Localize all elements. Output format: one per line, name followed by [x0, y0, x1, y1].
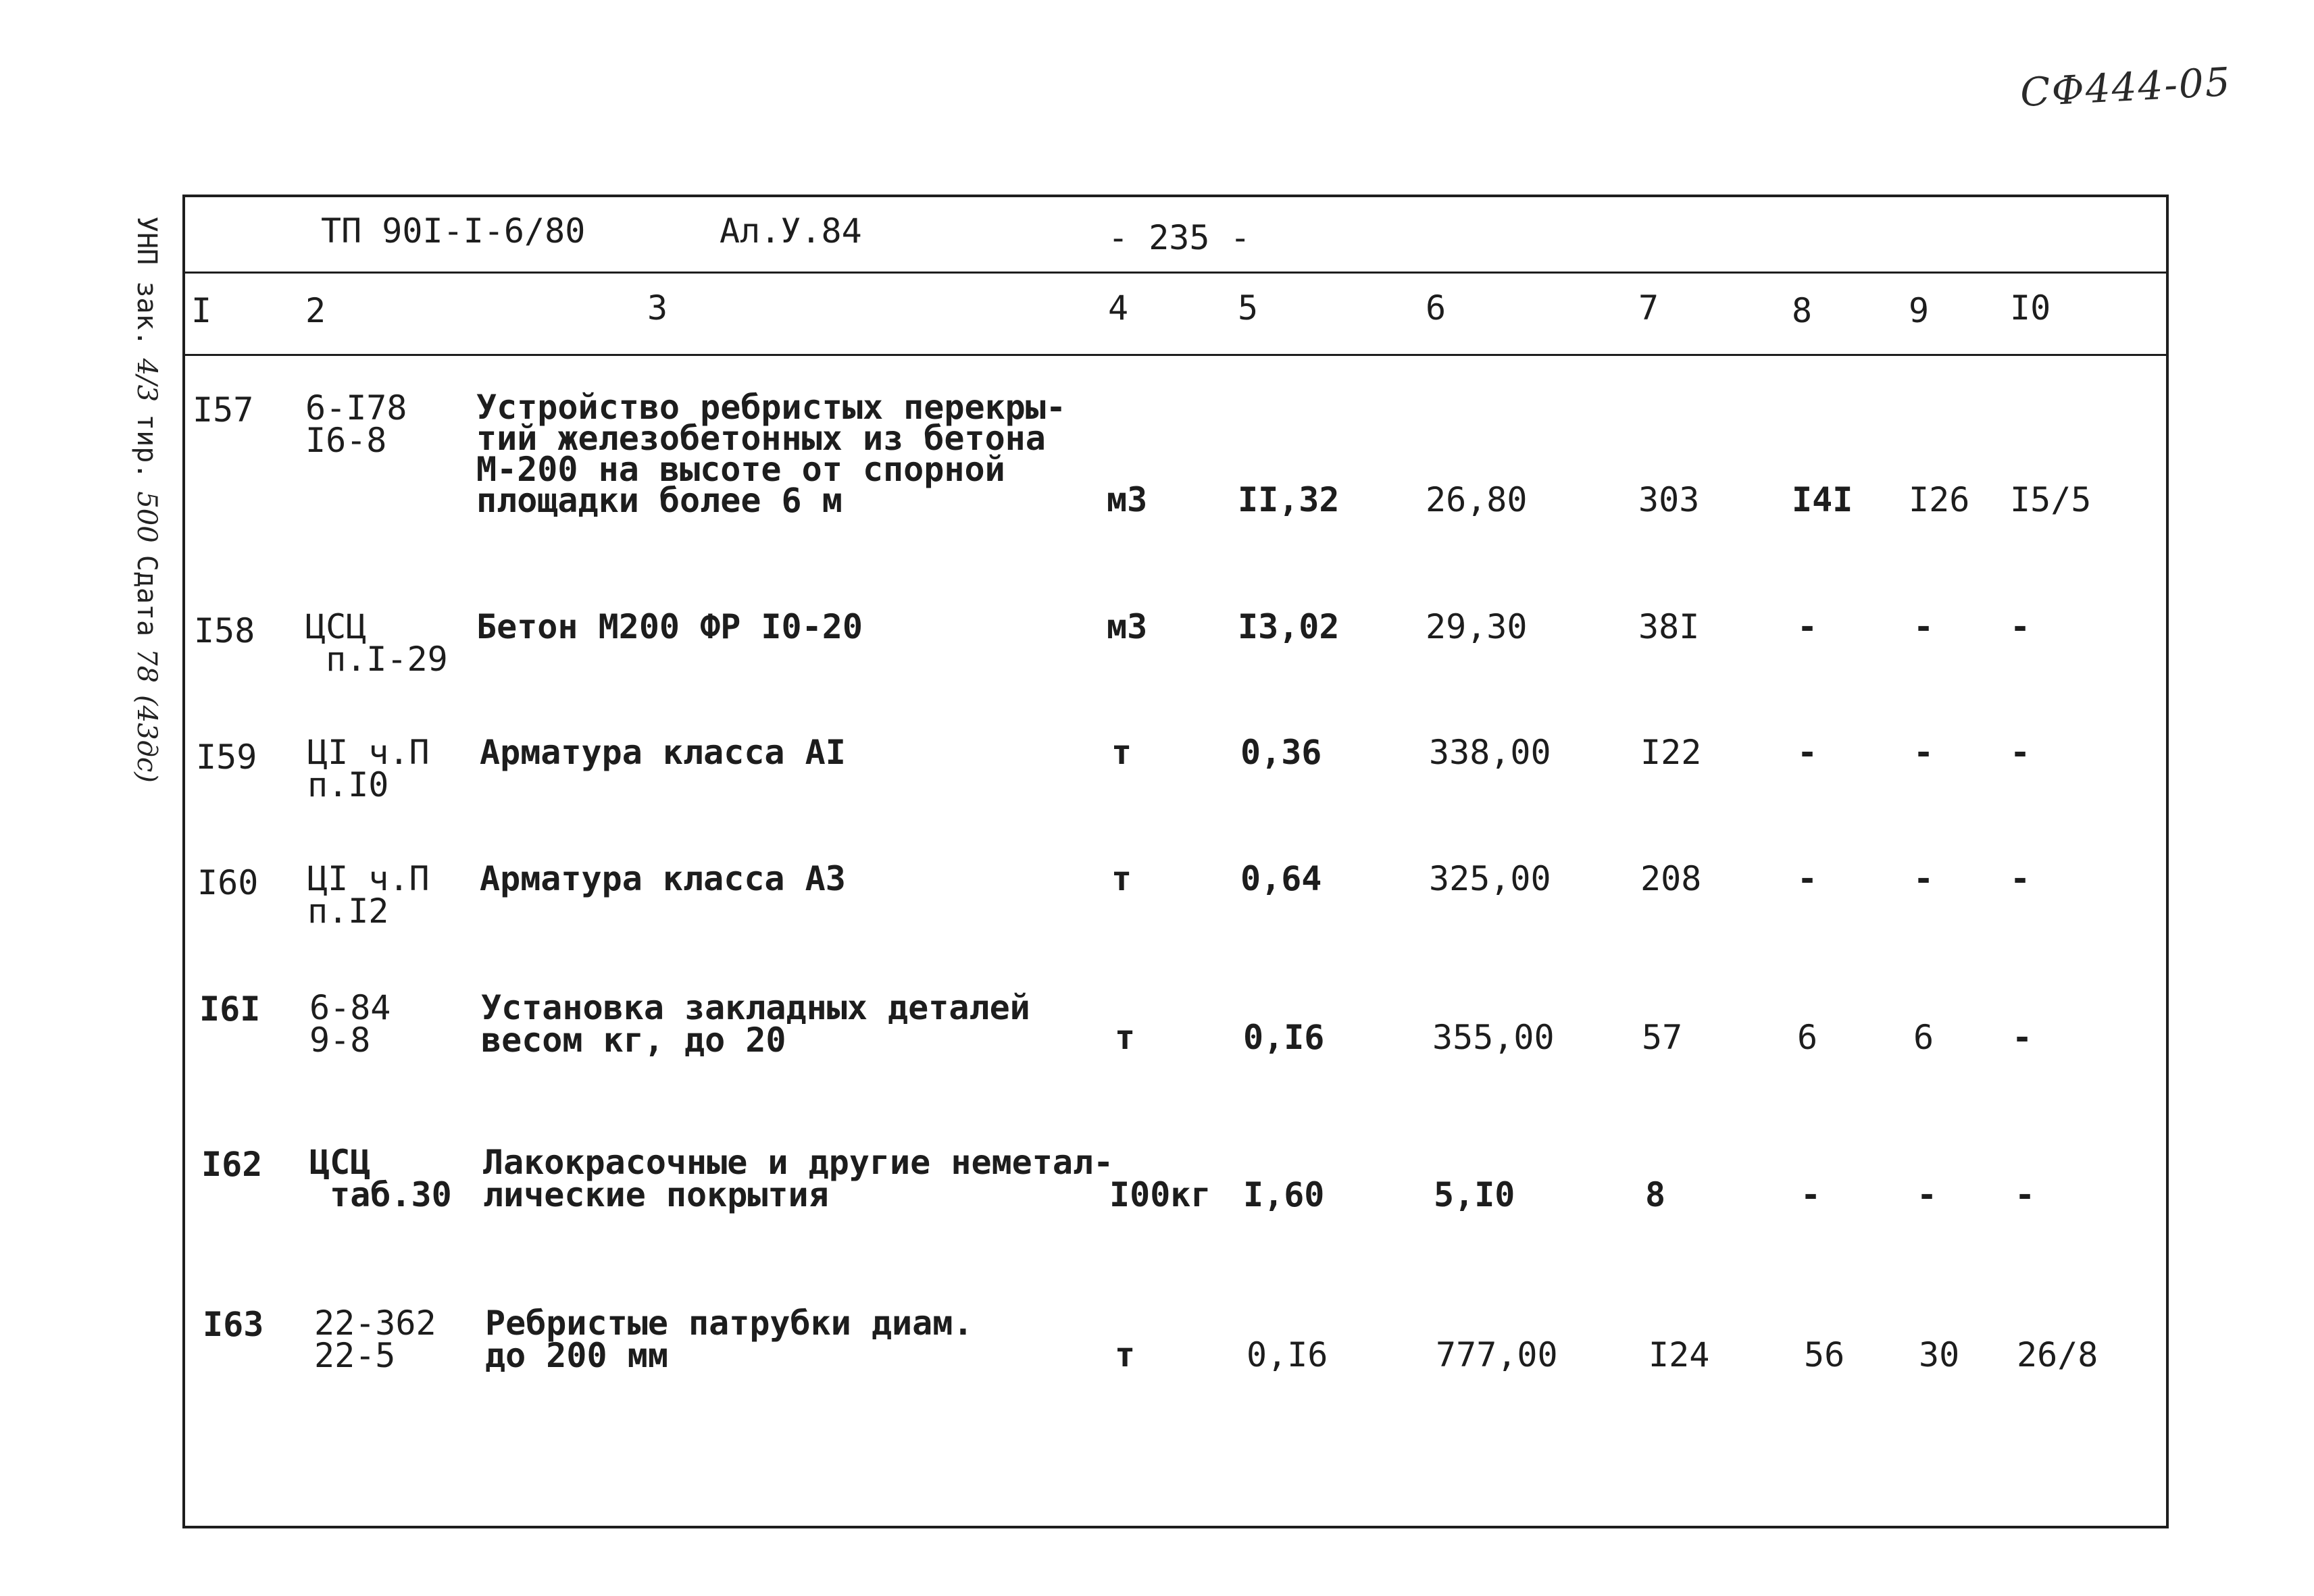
- stamp-printed-date: Сдата: [131, 555, 162, 637]
- row-161-price: 355,00: [1432, 1018, 1555, 1057]
- row-162-qty: I,60: [1243, 1175, 1325, 1214]
- stamp-printed-tir: тир.: [131, 414, 162, 480]
- row-160-name: Арматура класса А3: [480, 859, 846, 898]
- row-159-total: I22: [1640, 733, 1702, 772]
- row-163-total: I24: [1649, 1335, 1710, 1374]
- row-158-c10: -: [2010, 607, 2031, 646]
- row-157-c10: I5/5: [2010, 480, 2092, 519]
- row-163-num: I63: [203, 1305, 264, 1344]
- col-header-1: I: [191, 291, 212, 330]
- row-162-unit: I00кг: [1109, 1175, 1211, 1214]
- row-163-unit: т: [1115, 1335, 1136, 1374]
- row-159-price: 338,00: [1429, 733, 1551, 772]
- row-158-name: Бетон М200 ФР I0-20: [476, 607, 863, 646]
- row-161-c8: 6: [1797, 1018, 1818, 1057]
- row-159-code: ЦI ч.П п.I0: [307, 733, 430, 804]
- row-158-price: 29,30: [1426, 607, 1528, 646]
- row-162-num: I62: [201, 1145, 263, 1184]
- row-160-price: 325,00: [1429, 859, 1551, 898]
- row-163-name: Ребристые патрубки диам. до 200 мм: [485, 1304, 974, 1375]
- page-number: - 235 -: [1108, 218, 1251, 257]
- row-158-c9: -: [1913, 607, 1934, 646]
- row-157-code: 6-I78 I6-8: [305, 388, 407, 460]
- stamp-printed-text: УНП зак.: [131, 216, 162, 346]
- row-158-qty: I3,02: [1238, 607, 1340, 646]
- row-160-total: 208: [1640, 859, 1702, 898]
- row-161-qty: 0,I6: [1243, 1018, 1325, 1057]
- row-158-unit: м3: [1107, 607, 1148, 646]
- row-157-price: 26,80: [1426, 480, 1528, 519]
- row-157-c9: I26: [1909, 480, 1970, 519]
- row-157-total: 303: [1638, 480, 1700, 519]
- row-157-name: Устройство ребристых перекры- тий железобетонных из бетона М-200 на высоте от спорной площадки более 6 м: [476, 388, 1066, 520]
- row-160-c10: -: [2010, 859, 2031, 898]
- row-160-qty: 0,64: [1240, 859, 1322, 898]
- row-163-qty: 0,I6: [1247, 1335, 1328, 1374]
- row-157-num: I57: [193, 390, 254, 430]
- column-header-separator-line: [182, 354, 2169, 356]
- row-159-unit: т: [1111, 733, 1132, 772]
- row-161-num: I6I: [199, 989, 261, 1029]
- row-161-c10: -: [2012, 1018, 2033, 1057]
- row-160-num: I60: [197, 863, 259, 902]
- col-header-6: 6: [1426, 288, 1447, 328]
- row-157-unit: м3: [1107, 480, 1148, 519]
- row-158-total: 38I: [1638, 607, 1700, 646]
- stamp-hand-run: 500: [131, 491, 162, 543]
- row-158-num: I58: [194, 611, 255, 650]
- row-163-c9: 30: [1919, 1335, 1960, 1374]
- row-161-unit: т: [1115, 1018, 1136, 1057]
- row-162-c10: -: [2015, 1175, 2036, 1214]
- row-163-price: 777,00: [1436, 1335, 1558, 1374]
- row-159-qty: 0,36: [1240, 733, 1322, 772]
- row-162-code: ЦСЦ таб.30: [309, 1143, 452, 1214]
- row-163-code: 22-362 22-5: [314, 1304, 436, 1375]
- col-header-9: 9: [1909, 291, 1930, 330]
- row-161-total: 57: [1642, 1018, 1683, 1057]
- row-158-c8: -: [1797, 607, 1818, 646]
- handwritten-document-mark: СФ444-05: [2019, 58, 2233, 116]
- row-162-name: Лакокрасочные и другие неметал- лические покрытия: [483, 1143, 1114, 1214]
- col-header-3: 3: [647, 288, 668, 328]
- row-157-c8: I4I: [1792, 480, 1853, 519]
- row-160-c8: -: [1797, 859, 1818, 898]
- col-header-4: 4: [1108, 288, 1129, 328]
- row-159-c8: -: [1797, 733, 1818, 772]
- row-163-c8: 56: [1804, 1335, 1845, 1374]
- row-158-code: ЦСЦ п.I-29: [305, 607, 448, 679]
- row-163-c10: 26/8: [2017, 1335, 2098, 1374]
- row-162-total: 8: [1645, 1175, 1666, 1214]
- col-header-10: I0: [2010, 288, 2051, 328]
- row-159-name: Арматура класса АI: [480, 733, 846, 772]
- stamp-hand-note: (43дс): [131, 695, 162, 783]
- stamp-hand-order: 4/3: [131, 358, 162, 403]
- album-code: Ал.У.84: [720, 211, 862, 251]
- col-header-5: 5: [1238, 288, 1259, 328]
- project-code: ТП 90I-I-6/80: [321, 211, 586, 251]
- stamp-hand-year: 78: [131, 648, 162, 684]
- col-header-7: 7: [1638, 288, 1659, 328]
- col-header-2: 2: [305, 291, 326, 330]
- row-159-num: I59: [196, 738, 257, 777]
- row-162-c8: -: [1801, 1175, 1821, 1214]
- header-separator-line: [182, 272, 2169, 274]
- row-161-code: 6-84 9-8: [309, 988, 391, 1060]
- row-162-price: 5,I0: [1434, 1175, 1515, 1214]
- col-header-8: 8: [1792, 291, 1813, 330]
- row-161-name: Установка закладных деталей весом кг, до 20: [481, 988, 1030, 1060]
- row-159-c9: -: [1913, 733, 1934, 772]
- row-160-c9: -: [1913, 859, 1934, 898]
- row-160-unit: т: [1111, 859, 1132, 898]
- row-159-c10: -: [2010, 733, 2031, 772]
- row-161-c9: 6: [1913, 1018, 1934, 1057]
- row-162-c9: -: [1917, 1175, 1938, 1214]
- row-157-qty: II,32: [1238, 480, 1340, 519]
- side-print-stamp: [131, 216, 162, 795]
- row-160-code: ЦI ч.П п.I2: [307, 859, 430, 931]
